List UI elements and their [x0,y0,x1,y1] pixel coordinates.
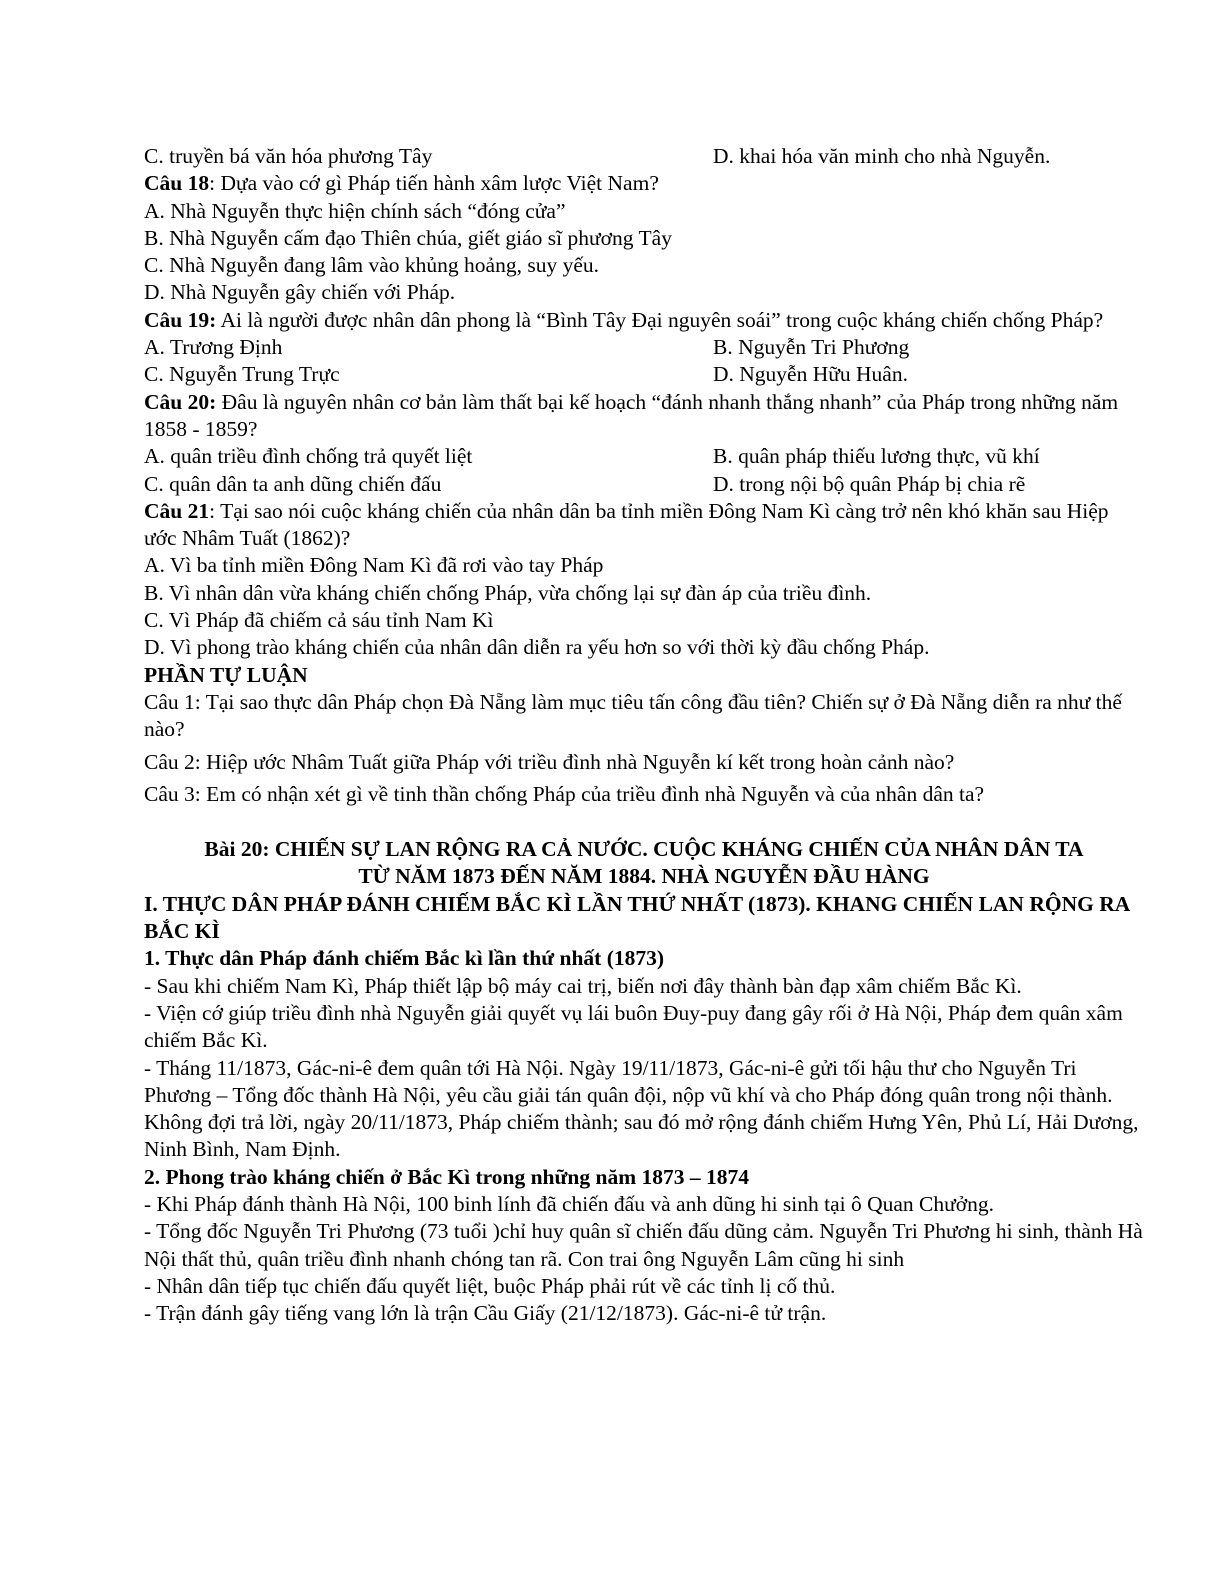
q20-label: Câu 20: [144,389,217,414]
q19-question [144,307,1144,334]
lesson-title-line-2: TỪ NĂM 1873 ĐẾN NĂM 1884. NHÀ NGUYỄN ĐẦU HÀNG [358,864,930,889]
essay-question-2: Câu 2: Hiệp ước Nhâm Tuất giữa Pháp với triều đình nhà Nguyễn kí kết trong hoàn cảnh nào? [144,749,955,774]
q18-label: Câu 18 [144,171,210,196]
q20-option-b: B. quân pháp thiếu lương thực, vũ khí [713,444,1040,469]
q18-text: : Dựa vào cớ gì Pháp tiến hành xâm lược Việt Nam? [209,171,659,196]
q21-option-b: B. Vì nhân dân vừa kháng chiến chống Pháp, vừa chống lại sự đàn áp của triều đình. [144,580,872,605]
subsection-2-paragraph-2: - Tổng đốc Nguyễn Tri Phương (73 tuổi )chỉ huy quân sĩ chiến đấu dũng cảm. Nguyễn Tri Phương hi sinh, thành Hà Nội thất thủ, quân triều đình nhanh chóng tan rã. Con trai ông Nguyễn Lâm cũng hi sinh [144,1219,1143,1271]
q19-options-cd [144,361,1144,388]
q19-option-d: D. Nguyễn Hữu Huân. [713,362,908,387]
q21-question [144,498,1144,553]
q20-text: Đâu là nguyên nhân cơ bản làm thất bại kế hoạch “đánh nhanh thắng nhanh” của Pháp trong những năm 1858 - 1859? [144,389,1119,441]
q17-option-d: D. khai hóa văn minh cho nhà Nguyễn. [713,144,1051,168]
q21-option-c: C. Vì Pháp đã chiếm cả sáu tỉnh Nam Kì [144,608,494,633]
q19-label: Câu 19: [144,307,217,332]
subsection-2-paragraph-3: - Nhân dân tiếp tục chiến đấu quyết liệt, buộc Pháp phải rút về các tỉnh lị cố thủ. [144,1273,836,1298]
subsection-2-heading: 2. Phong trào kháng chiến ở Bắc Kì trong những năm 1873 – 1874 [144,1164,749,1189]
q18-option-d: D. Nhà Nguyễn gây chiến với Pháp. [144,280,456,305]
q20-options-cd [144,471,1144,498]
essay-question-3: Câu 3: Em có nhận xét gì về tinh thần chống Pháp của triều đình nhà Nguyễn và của nhân dân ta? [144,781,985,806]
q21-option-a: A. Vì ba tỉnh miền Đông Nam Kì đã rơi vào tay Pháp [144,553,604,578]
lesson-title-line-1: Bài 20: CHIẾN SỰ LAN RỘNG RA CẢ NƯỚC. CUỘC KHÁNG CHIẾN CỦA NHÂN DÂN TA [204,837,1084,862]
q17-options-cd [144,143,1144,170]
q20-option-d: D. trong nội bộ quân Pháp bị chia rẽ [713,471,1026,496]
q19-option-b: B. Nguyễn Tri Phương [713,335,910,360]
q20-option-c: C. quân dân ta anh dũng chiến đấu [144,471,442,496]
q19-text: Ai là người được nhân dân phong là “Bình Tây Đại nguyên soái” trong cuộc kháng chiến chống Pháp? [216,307,1104,332]
q21-text: : Tại sao nói cuộc kháng chiến của nhân dân ba tỉnh miền Đông Nam Kì càng trở nên khó khăn sau Hiệp ước Nhâm Tuất (1862)? [144,498,1109,551]
q18-question [144,170,1144,197]
subsection-1-paragraph-3: - Tháng 11/1873, Gác-ni-ê đem quân tới Hà Nội. Ngày 19/11/1873, Gác-ni-ê gửi tối hậu thư cho Nguyễn Tri Phương – Tổng đốc thành Hà Nội, yêu cầu giải tán quân đội, nộp vũ khí và cho Pháp đóng quân trong nội thành. Không đợi trả lời, ngày 20/11/1873, Pháp chiếm thành; sau đó mở rộng đánh chiếm Hưng Yên, Phủ Lí, Hải Dương, Ninh Bình, Nam Định. [144,1055,1139,1162]
section-1-heading: I. THỰC DÂN PHÁP ĐÁNH CHIẾM BẮC KÌ LẦN THỨ NHẤT (1873). KHANG CHIẾN LAN RỘNG RA BẮC KÌ [144,891,1130,944]
q18-option-b: B. Nhà Nguyễn cấm đạo Thiên chúa, giết giáo sĩ phương Tây [144,225,672,250]
q18-option-a: A. Nhà Nguyễn thực hiện chính sách “đóng cửa” [144,198,566,223]
q18-option-c: C. Nhà Nguyễn đang lâm vào khủng hoảng, suy yếu. [144,253,600,278]
q19-options-ab [144,334,1144,361]
q21-option-d: D. Vì phong trào kháng chiến của nhân dân diễn ra yếu hơn so với thời kỳ đầu chống Pháp. [144,635,930,660]
subsection-2-paragraph-4: - Trận đánh gây tiếng vang lớn là trận Cầu Giấy (21/12/1873). Gác-ni-ê tử trận. [144,1301,827,1326]
q19-option-a: A. Trương Định [144,335,283,360]
q17-option-c: C. truyền bá văn hóa phương Tây [144,144,433,168]
essay-heading: PHẦN TỰ LUẬN [144,662,308,687]
document-page [144,143,1144,1327]
q20-options-ab [144,443,1144,470]
subsection-1-paragraph-1: - Sau khi chiếm Nam Kì, Pháp thiết lập bộ máy cai trị, biến nơi đây thành bàn đạp xâm chiếm Bắc Kì. [144,973,1022,998]
essay-question-1: Câu 1: Tại sao thực dân Pháp chọn Đà Nẵng làm mục tiêu tấn công đầu tiên? Chiến sự ở Đà Nẵng diễn ra như thế nào? [144,689,1122,742]
subsection-1-heading: 1. Thực dân Pháp đánh chiếm Bắc kì lần thứ nhất (1873) [144,946,665,971]
q20-option-a: A. quân triều đình chống trả quyết liệt [144,444,473,469]
subsection-2-paragraph-1: - Khi Pháp đánh thành Hà Nội, 100 binh lính đã chiến đấu và anh dũng hi sinh tại ô Quan Chưởng. [144,1191,995,1216]
q20-question [144,389,1144,444]
q19-option-c: C. Nguyễn Trung Trực [144,362,340,387]
subsection-1-paragraph-2: - Viện cớ giúp triều đình nhà Nguyễn giải quyết vụ lái buôn Đuy-puy đang gây rối ở Hà Nội, Pháp đem quân xâm chiếm Bắc Kì. [144,1000,1123,1053]
q21-label: Câu 21 [144,498,210,523]
